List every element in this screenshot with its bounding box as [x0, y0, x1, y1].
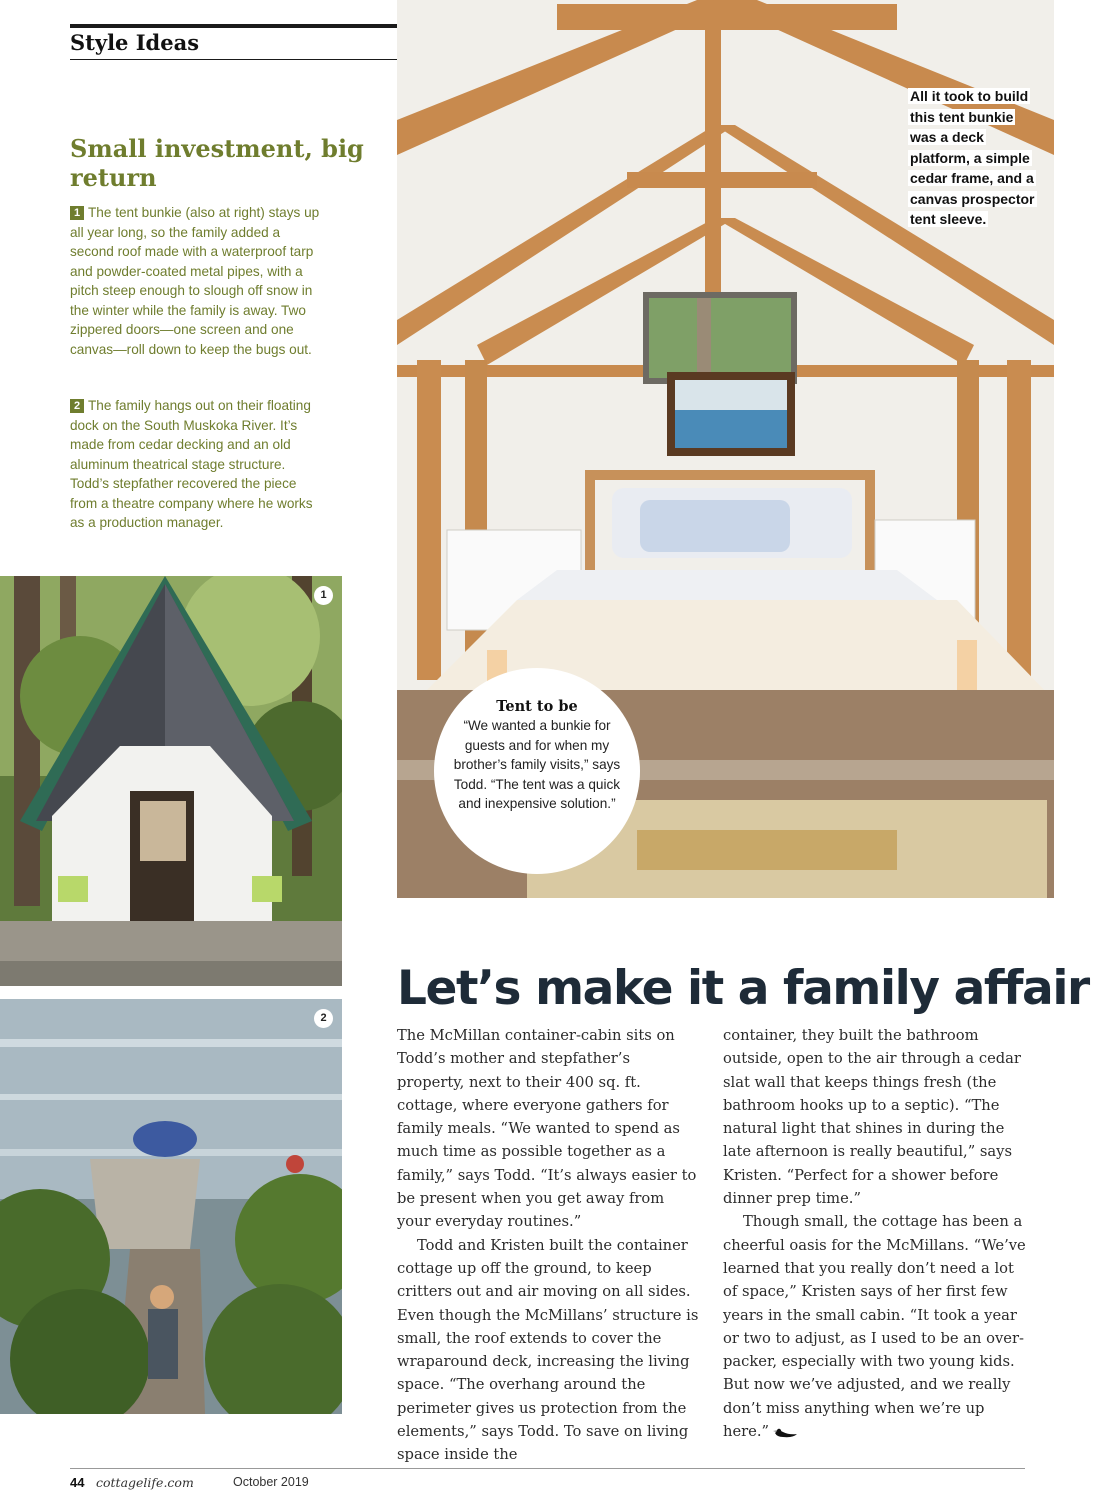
article-paragraph: Todd and Kristen built the container cottage up off the ground, to keep critters out and air moving on all sides. Even though the McMillans’ structure is small, the roof extends to cover the wraparound deck, increasing the living space. “The overhang around the perimeter gives us protection from the elements,” says Todd. To save on living space inside the	[397, 1236, 699, 1464]
article-paragraph: Though small, the cottage has been a cheerful oasis for the McMillans. “We’ve learned that you really don’t need a lot of space,” Kristen says of her first few years in the small cabin. “It took a year or two to adjust, as I used to be an over-packer, especially with two young kids. But now we’ve adjusted, and we really don’t miss anything when we’re up here.”	[723, 1213, 1026, 1441]
sidebar-item	[70, 396, 322, 533]
pullquote-text: “We wanted a bunkie for guests and for when my brother’s family visits,” says Todd. “The tent was a quick and inexpensive solution.”	[453, 718, 621, 811]
photo-number-1: 1	[314, 586, 333, 605]
section-label: Style Ideas	[70, 30, 200, 55]
footer-date: October 2019	[233, 1475, 309, 1489]
dock-stairs-illustration	[0, 999, 342, 1414]
sidebar-item	[70, 203, 322, 359]
footer-rule	[70, 1468, 1025, 1469]
item-number-badge: 2	[70, 399, 84, 413]
sidebar-item-text: The family hangs out on their floating dock on the South Muskoka River. It’s made from cedar decking and an old aluminum theatrical stage structure. Todd’s stepfather recovered the piece from a theatre company where he works as a production manager.	[70, 398, 313, 530]
article-column-left	[397, 1024, 700, 1467]
footer-site: cottagelife.com	[96, 1475, 194, 1490]
tent-exterior-illustration	[0, 576, 342, 986]
item-number-badge: 1	[70, 206, 84, 220]
section-rule-bottom	[70, 59, 397, 60]
caption-text: All it took to build this tent bunkie was a deck platform, a simple cedar frame, and a canvas prospector tent sleeve.	[910, 88, 1035, 227]
article-paragraph: The McMillan container-cabin sits on Todd’s mother and stepfather’s property, next to their 400 sq. ft. cottage, where everyone gathers for family meals. “We wanted to spend as much time as possible together as a family,” says Todd. “It’s always easier to be present when you get away from your everyday routines.”	[397, 1027, 697, 1231]
photo-number-2: 2	[314, 1009, 333, 1028]
article-paragraph-wrap	[723, 1210, 1026, 1443]
article-headline: Let’s make it a family affair	[397, 961, 1089, 1016]
sidebar-heading: Small investment, big return	[70, 134, 364, 192]
photo-caption	[908, 86, 1040, 230]
photo-tent-exterior	[0, 576, 342, 986]
article-paragraph: container, they built the bathroom outside, open to the air through a cedar slat wall that keeps things fresh (the bathroom hooks up to a septic). “The natural light that shines in during the late afternoon is really beautiful,” says Kristen. “Perfect for a shower before dinner prep time.”	[723, 1027, 1021, 1208]
loon-end-icon	[773, 1426, 799, 1438]
pullquote-title: Tent to be	[496, 698, 578, 715]
photo-dock-stairs	[0, 999, 342, 1414]
footer-page-number: 44	[70, 1475, 85, 1490]
pullquote-circle	[434, 668, 640, 874]
sidebar-item-text: The tent bunkie (also at right) stays up all year long, so the family added a second roof made with a waterproof tarp and powder-coated metal pipes, with a pitch steep enough to slough off snow in the winter while the family is away. Two zippered doors—one screen and one canvas—roll down to keep the bugs out.	[70, 205, 320, 357]
section-rule-top	[70, 24, 397, 28]
article-column-right	[723, 1024, 1026, 1443]
